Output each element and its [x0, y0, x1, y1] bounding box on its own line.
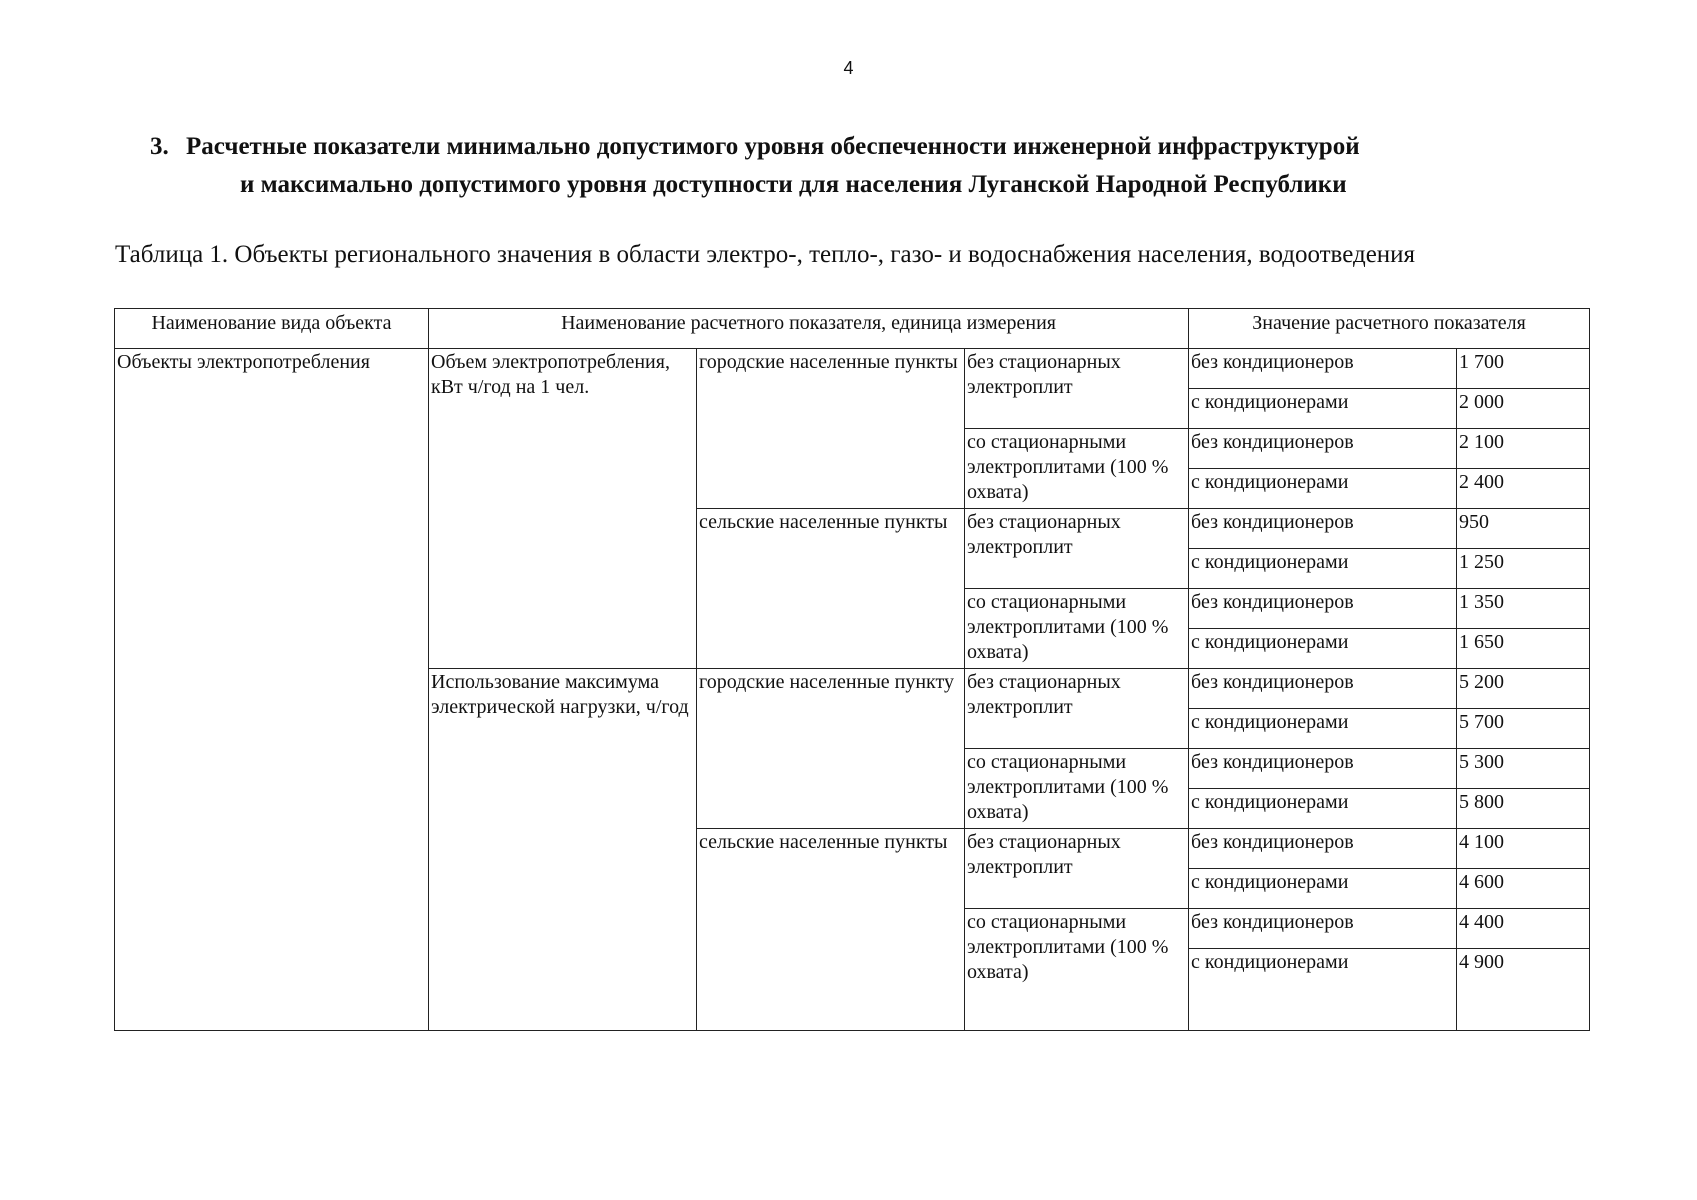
value-cell: 1 700 [1457, 349, 1590, 389]
condition-cell: без кондиционеров [1189, 589, 1457, 629]
condition-cell: без кондиционеров [1189, 909, 1457, 949]
settlement-cell: сельские населенные пункты [697, 829, 965, 1031]
value-cell: 2 000 [1457, 389, 1590, 429]
value-cell: 950 [1457, 509, 1590, 549]
condition-cell: с кондиционерами [1189, 789, 1457, 829]
header-object-type: Наименование вида объекта [115, 309, 429, 349]
stove-cell: со стационарными электроплитами (100 % охвата) [965, 749, 1189, 829]
condition-cell: без кондиционеров [1189, 349, 1457, 389]
value-cell: 4 100 [1457, 829, 1590, 869]
section-title-line1: Расчетные показатели минимально допустимого уровня обеспеченности инженерной инфраструктурой [186, 133, 1360, 160]
value-cell: 1 650 [1457, 629, 1590, 669]
value-cell: 4 900 [1457, 949, 1590, 1031]
section-number: 3. [150, 133, 169, 160]
stove-cell: без стационарных электроплит [965, 509, 1189, 589]
stove-cell: со стационарными электроплитами (100 % охвата) [965, 429, 1189, 509]
settlement-cell: городские населенные пункты [697, 349, 965, 509]
indicators-table [114, 308, 1590, 1031]
condition-cell: без кондиционеров [1189, 669, 1457, 709]
header-value: Значение расчетного показателя [1189, 309, 1590, 349]
condition-cell: с кондиционерами [1189, 469, 1457, 509]
stove-cell: со стационарными электроплитами (100 % охвата) [965, 909, 1189, 1031]
table-header-row [115, 309, 1590, 349]
condition-cell: с кондиционерами [1189, 869, 1457, 909]
condition-cell: с кондиционерами [1189, 549, 1457, 589]
condition-cell: с кондиционерами [1189, 949, 1457, 1031]
condition-cell: с кондиционерами [1189, 629, 1457, 669]
value-cell: 5 700 [1457, 709, 1590, 749]
value-cell: 2 100 [1457, 429, 1590, 469]
stove-cell: без стационарных электроплит [965, 349, 1189, 429]
table-caption: Таблица 1. Объекты регионального значения в области электро-, тепло-, газо- и водоснабжения населения, водоотведения [115, 241, 1416, 268]
value-cell: 5 300 [1457, 749, 1590, 789]
header-indicator: Наименование расчетного показателя, единица измерения [429, 309, 1189, 349]
value-cell: 4 600 [1457, 869, 1590, 909]
condition-cell: без кондиционеров [1189, 429, 1457, 469]
stove-cell: со стационарными электроплитами (100 % охвата) [965, 589, 1189, 669]
value-cell: 1 350 [1457, 589, 1590, 629]
value-cell: 4 400 [1457, 909, 1590, 949]
value-cell: 5 200 [1457, 669, 1590, 709]
page-number: 4 [843, 58, 854, 78]
indicator-cell: Объем электропотребления, кВт ч/год на 1 чел. [429, 349, 697, 669]
stove-cell: без стационарных электроплит [965, 669, 1189, 749]
condition-cell: без кондиционеров [1189, 749, 1457, 789]
settlement-cell: городские населенные пункту [697, 669, 965, 829]
indicator-cell: Использование максимума электрической нагрузки, ч/год [429, 669, 697, 1031]
section-title-line2: и максимально допустимого уровня доступности для населения Луганской Народной Республики [240, 171, 1347, 198]
value-cell: 5 800 [1457, 789, 1590, 829]
value-cell: 1 250 [1457, 549, 1590, 589]
table-row [115, 349, 1590, 389]
object-type-cell: Объекты электропотребления [115, 349, 429, 1031]
condition-cell: с кондиционерами [1189, 709, 1457, 749]
condition-cell: без кондиционеров [1189, 509, 1457, 549]
settlement-cell: сельские населенные пункты [697, 509, 965, 669]
value-cell: 2 400 [1457, 469, 1590, 509]
section-title [150, 128, 1550, 204]
condition-cell: без кондиционеров [1189, 829, 1457, 869]
stove-cell: без стационарных электроплит [965, 829, 1189, 909]
condition-cell: с кондиционерами [1189, 389, 1457, 429]
